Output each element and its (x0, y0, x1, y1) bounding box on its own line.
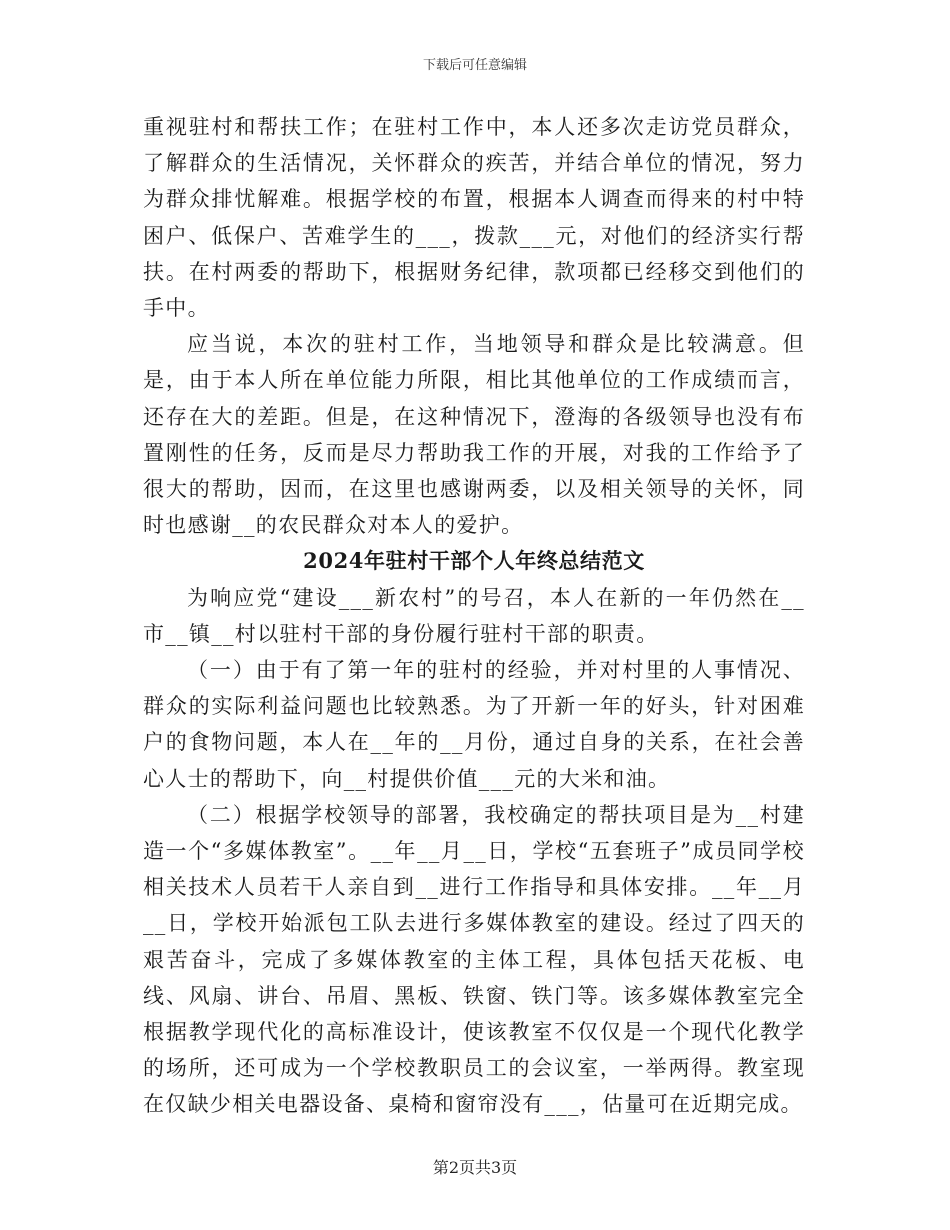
section-title: 2024年驻村干部个人年终总结范文 (303, 548, 645, 574)
paragraph-item-1: （一）由于有了第一年的驻村的经验，并对村里的人事情况、群众的实际利益问题也比较熟悉。为了开新一年的好头，针对困难户的食物问题，本人在__年的__月份，通过自身的关系，在社会善心人士的帮助下，向__村提供价值___元的大米和油。 (143, 658, 805, 791)
paragraph-item-2: （二）根据学校领导的部署，我校确定的帮扶项目是为__村建造一个“多媒体教室”。__年__月__日，学校“五套班子”成员同学校相关技术人员若干人亲自到__进行工作指导和具体安排。__年__月__日，学校开始派包工队去进行多媒体教室的建设。经过了四天的艰苦奋斗，完成了多媒体教室的主体工程，具体包括天花板、电线、风扇、讲台、吊眉、黑板、铁窗、铁门等。该多媒体教室完全根据教学现代化的高标准设计，使该教室不仅仅是一个现代化教学的场所，还可成为一个学校教职员工的会议室，一举两得。教室现在仅缺少相关电器设备、桌椅和窗帘没有___，估量可在近期完成。 (143, 802, 805, 1117)
document-body (143, 109, 805, 1123)
paragraph-conclusion: 应当说，本次的驻村工作，当地领导和群众是比较满意。但是，由于本人所在单位能力所限，相比其他单位的工作成绩而言，还存在大的差距。但是，在这种情况下，澄海的各级领导也没有布置刚性的任务，反而是尽力帮助我工作的开展，对我的工作给予了很大的帮助，因而，在这里也感谢两委，以及相关领导的关怀，同时也感谢__的农民群众对本人的爱护。 (143, 332, 805, 538)
page-indicator: 第2页共3页 (432, 1158, 518, 1177)
paragraph-continued: 重视驻村和帮扶工作；在驻村工作中，本人还多次走访党员群众，了解群众的生活情况，关怀群众的疾苦，并结合单位的情况，努力为群众排忧解难。根据学校的布置，根据本人调查而得来的村中特困户、低保户、苦难学生的___，拨款___元，对他们的经济实行帮扶。在村两委的帮助下，根据财务纪律，款项都已经移交到他们的手中。 (143, 115, 805, 321)
header-note: 下载后可任意编辑 (422, 58, 527, 73)
paragraph-intro: 为响应党“建设___新农村”的号召，本人在新的一年仍然在__市__镇__村以驻村干部的身份履行驻村干部的职责。 (143, 585, 805, 646)
